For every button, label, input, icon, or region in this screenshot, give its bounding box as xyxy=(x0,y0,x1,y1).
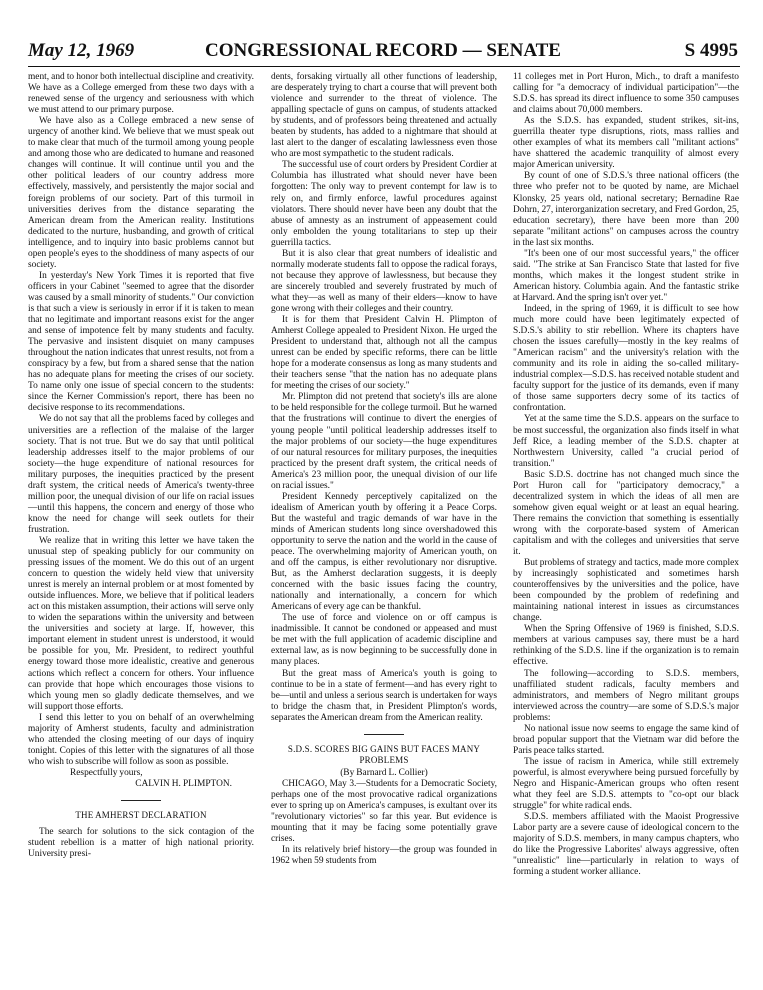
page-number: S 4995 xyxy=(684,40,738,61)
paragraph: 11 colleges met in Port Huron, Mich., to draft a manifesto calling for "a democracy of individual participation"—the S.D.S. has spread its direct influence to some 350 campuses and claims about 70,000 members. xyxy=(513,72,739,116)
paragraph xyxy=(271,779,497,845)
section-title: THE AMHERST DECLARATION xyxy=(75,810,207,821)
paragraph: Basic S.D.S. doctrine has not changed much since the Port Huron call for "participatory democracy," a decentralized system in which the ideas of all men are somehow given equal weight or at least an equal hearing. There remains the conviction that something is essentially wrong with the corporate-based system of American capitalism and with the colleges and universities that serve it. xyxy=(513,469,739,558)
paragraph: President Kennedy perceptively capitalized on the idealism of American youth by offering it a Peace Corps. But the wasteful and tragic demands of war have in the minds of American students long since overshadowed this opportunity to serve the nation and the world in the cause of peace. The overwhelming majority of American youth, on and off the campus, is either revolutionary nor disruptive. But, as the Amherst declaration suggests, it is deeply concerned with the basic issues facing the country, nationally and internationally, a concern for which Americans of every age can be thankful. xyxy=(271,491,497,613)
paragraph: ment, and to honor both intellectual discipline and creativity. We have as a College emerged from these two days with a renewed sense of the urgency and seriousness with which we must attend to our primary purpose. xyxy=(28,72,254,116)
paragraph: In its relatively brief history—the group was founded in 1962 when 59 students from xyxy=(271,845,497,867)
issue-date: May 12, 1969 xyxy=(28,40,135,61)
paragraph: We do not say that all the problems faced by colleges and universities are a reflection of the malaise of the larger society. That is not true. But we do say that until political leadership addresses itself to the major problems of our society—the huge expenditure of national resources for military purposes, the inequities practiced by the present draft system, the critical needs of America's twenty-three million poor, the unequal division of our life on racial issues—until this happens, the concern and energy of those who know the need for change will seek outlets for their frustration. xyxy=(28,414,254,535)
paragraph: Mr. Plimpton did not pretend that society's ills are alone to be held responsible for the college turmoil. But he warned that the frustrations will continue to divert the energies of young people "until political leadership addresses itself to the major problems of our society—the huge expenditures of our natural resources for military purposes, the inequities practiced by the present draft system, the critical needs of America's 23 million poor, the unequal division of our life on racial issues." xyxy=(271,392,497,491)
article-dateline: CHICAGO, May 3. xyxy=(282,778,357,789)
paragraph: But problems of strategy and tactics, made more complex by increasingly sophisticated and sometimes harsh counteroffensives by the universities and the police, have been compounded by the problem of redefining and maintaining national interest in issues as circumstances change. xyxy=(513,558,739,624)
section-divider xyxy=(364,734,404,735)
paragraph: I send this letter to you on behalf of an overwhelming majority of Amherst students, faculty and administration who attended the closing meeting of our days of inquiry tonight. Copies of this letter with the signatures of all those who wish to subscribe will follow as soon as possible. xyxy=(28,712,254,767)
paragraph: But the great mass of America's youth is going to continue to be in a state of ferment—and has every right to be—until and unless a serious search is undertaken for ways to bridge the chasm that, in President Plimpton's words, separates the American dream from the American reality. xyxy=(271,668,497,723)
column-2 xyxy=(271,72,497,867)
paragraph: The issue of racism in America, while still extremely powerful, is almost everywhere being pursued forcefully by Negro and Hispanic-American groups who often resent what they feel are S.D.S. attempts to "co-opt our black struggle" for white radical ends. xyxy=(513,756,739,812)
paragraph: By count of one of S.D.S.'s three national officers (the three who prefer not to be quoted by name, are Michael Klonsky, 25 years old, national secretary; Bernadine Rae Dohrn, 27, interorganization secretary, and Fred Gordon, 25, education secretary), there have been more than 200 separate "militant actions" on campuses across the country in the last six months. xyxy=(513,171,739,248)
publication-title: CONGRESSIONAL RECORD — SENATE xyxy=(205,40,561,61)
paragraph-text: —Students for a Democratic Society, perhaps one of the most provocative radical organizations ever to spring up on America's campuses, is exultant over its "revolutionary victories" so far this year. But evidence is mounting that it may be facing some potentially grave crises. xyxy=(271,778,497,845)
paragraph: The search for solutions to the sick contagion of the student rebellion is a matter of high national priority. University presi- xyxy=(28,827,254,860)
article-byline: (By Barnard L. Collier) xyxy=(340,767,428,778)
paragraph: Yet at the same time the S.D.S. appears on the surface to be most successful, the organization also finds itself in what Jeff Rice, a leading member of the S.D.S. chapter at Northwestern University, called "a crucial period of transition." xyxy=(513,414,739,469)
column-3 xyxy=(513,72,739,878)
paragraph: We have also as a College embraced a new sense of urgency of another kind. We believe that we must speak out to make clear that much of the turmoil among young people and among those who are dedicated to humane and reasoned changes will continue. It will continue until you and the other political leaders of our country address more effectively, massively, and persistently the major social and foreign problems of our society. Part of this turmoil in universities derives from the distance separating the American dream from the American reality. Institutions dedicated to the nurture, husbanding, and growth of critical intelligence, and to inquiry into basic problems cannot but open people's eyes to the shoddiness of many aspects of our society. xyxy=(28,116,254,270)
paragraph: It is for them that President Calvin H. Plimpton of Amherst College appealed to President Nixon. He urged the President to understand that, although not all the campus unrest can be ended by specific reforms, there can be little hope for a moderate consensus as long as many students and their teachers sense "that the nation has no adequate plans for meeting the crises of our society." xyxy=(271,315,497,392)
section-title-line-2: PROBLEMS xyxy=(359,754,409,765)
paragraph: The following—according to S.D.S. members, unaffiliated student radicals, faculty members and administrators, and members of Negro militant groups interviewed across the country—are some of S.D.S.'s major problems: xyxy=(513,668,739,723)
paragraph: We realize that in writing this letter we have taken the unusual step of speaking publicly for our community on pressing issues of the moment. We do this out of an urgent concern to question the widely held view that university unrest is merely an internal problem or at most fomented by outside influences. More, we believe that if political leaders act on this mistaken assumption, their actions will serve only to widen the separations within the university and between the universities and society at large. If, however, this important element in student unrest is understood, it would be possible for you, Mr. President, to redirect youthful energy toward those more idealistic, creative and generous actions which reflect a concern for others. Your influence can provide that hope which encourages those visions to which young men so gladly dedicate themselves, and we will support those efforts. xyxy=(28,535,254,712)
paragraph: In yesterday's New York Times it is reported that five officers in your Cabinet "seemed to agree that the disorder was caused by a small minority of students." Our conviction is that such a view is seriously in error if it is taken to mean that no legitimate and important reasons exist for the anger and sense of impotence felt by many students and faculty. The pervasive and insistent disquiet on many campuses throughout the nation indicates that unrest results, not from a conspiracy by a few, but from a shared sense that the nation has no adequate plans for meeting the crises of our society. To name only one issue of special concern to the students: since the Kerner Commission's report, there has been no decisive response to its recommendations. xyxy=(28,270,254,414)
letter-signer: CALVIN H. PLIMPTON. xyxy=(135,779,232,789)
section-title-line-1: S.D.S. SCORES BIG GAINS BUT FACES MANY xyxy=(287,743,481,754)
letter-signoff: Respectfully yours, xyxy=(70,767,143,778)
section-divider xyxy=(121,800,161,801)
paragraph: As the S.D.S. has expanded, student strikes, sit-ins, guerrilla theater type disruptions, riots, mass rallies and other examples of what its members call "militant actions" have shattered the academic tranquility of almost every major American university. xyxy=(513,116,739,171)
paragraph: The successful use of court orders by President Cordier at Columbia has illustrated what should never have been forgotten: The only way to prevent contempt for law is to rely on, and firmly enforce, lawful procedures against violators. There should never have been any doubt that the abuse of amnesty as an instrument of appeasement could only embolden the young totalitarians to step up their guerrilla tactics. xyxy=(271,160,497,248)
header-rule xyxy=(28,66,740,67)
paragraph: "It's been one of our most successful years," the officer said. "The strike at San Francisco State that lasted for five months, which makes it the longest student strike in American history. Columbia again. And the fantastic strike at Harvard. And the spring isn't over yet." xyxy=(513,248,739,303)
paragraph: But it is also clear that great numbers of idealistic and normally moderate students fall to oppose the radical forays, not because they approve of lawlessness, but because they are sincerely troubled and severely frustrated by much of what they—as well as many of their elders—know to have gone wrong with their colleges and their country. xyxy=(271,248,497,314)
paragraph: dents, forsaking virtually all other functions of leadership, are desperately trying to chart a course that will prevent both violence and surrender to the threat of violence. The appalling spectacle of guns on campus, of students attacked by students, and of professors being threatened and actually beaten by students, has added to a nightmare that should at last alert to the danger of escalating lawlessness even those who are most sympathetic to the student radicals. xyxy=(271,72,497,160)
paragraph: The use of force and violence on or off campus is inadmissible. It cannot be condoned or appeased and must be met with the full application of academic discipline and external law, as is now beginning to be successfully done in many places. xyxy=(271,613,497,668)
paragraph: Indeed, in the spring of 1969, it is difficult to see how much more could have been legitimately expected of S.D.S.'s ability to stir rebellion. Where its chapters have chosen the issues carefully—mostly in the key realms of "American racism" and the university's relation with the community and its role in aiding the so-called military-industrial complex—S.D.S. has received notable student and faculty support for the justice of its demands, even if many of those same supporters decry some of its tactics of confrontation. xyxy=(513,303,740,414)
column-1 xyxy=(28,72,254,860)
paragraph: S.D.S. members affiliated with the Maoist Progressive Labor party are a severe cause of ideological concern to the majority of S.D.S. members, in many campus chapters, who do like the Progressive Laborites' always aggressive, often "unrealistic" line—particularly in relation to ways of forming a student worker alliance. xyxy=(513,812,739,878)
page-header xyxy=(28,40,738,66)
paragraph: When the Spring Offensive of 1969 is finished, S.D.S. members at various campuses say, there must be a hard rethinking of the S.D.S. line if the organization is to remain effective. xyxy=(513,624,739,668)
paragraph: No national issue now seems to engage the same kind of broad popular support that the Vietnam war did before the Paris peace talks started. xyxy=(513,723,739,756)
